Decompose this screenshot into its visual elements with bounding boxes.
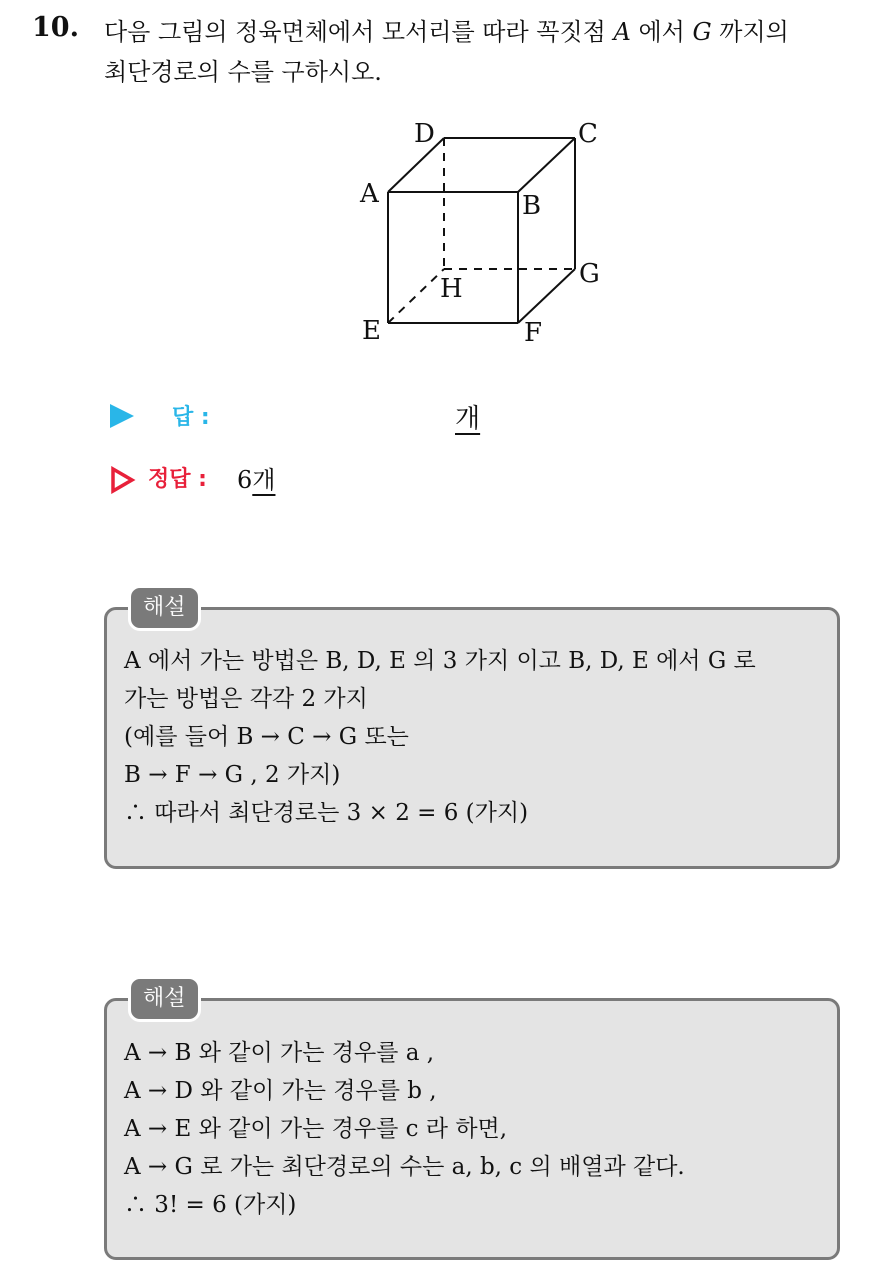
solution2-line: A → G 로 가는 최단경로의 수는 a, b, c 의 배열과 같다. [124,1154,685,1180]
correct-answer-unit: 개 [252,466,276,494]
cube-figure [350,112,620,352]
question-line1-c: 까지의 [719,18,789,46]
question-line2: 최단경로의 수를 구하시오. [104,58,382,86]
vertex-label-g: G [579,259,600,289]
question-var-a: A [613,18,631,46]
solution-tag-1: 해설 [128,585,201,631]
play-triangle-icon [110,404,134,428]
solution1-line: A 에서 가는 방법은 B, D, E 의 3 가지 이고 B, D, E 에서 G 로 [124,648,756,674]
solution2-line: A → E 와 같이 가는 경우를 c 라 하면, [124,1116,508,1142]
question-line1-b: 에서 [638,18,685,46]
solution1-line: 가는 방법은 각각 2 가지 [124,686,368,712]
solution1-line: B → F → G , 2 가지) [124,762,341,788]
hollow-triangle-icon [110,466,136,494]
vertex-label-a: A [360,179,379,209]
correct-answer-value [237,460,275,495]
question-number: 10. [32,12,79,43]
correct-answer-number: 6 [237,466,253,494]
solution-tag-2: 해설 [128,976,201,1022]
vertex-label-f: F [524,318,543,348]
solution2-line: ∴ 3! = 6 (가지) [124,1192,297,1218]
vertex-label-d: D [414,119,435,149]
vertex-label-e: E [362,316,381,346]
answer-unit: 개 [455,404,481,434]
vertex-label-c: C [578,119,598,149]
solution2-line: A → B 와 같이 가는 경우를 a , [124,1040,435,1066]
vertex-label-b: B [522,191,542,221]
solution1-line: (예를 들어 B → C → G 또는 [124,724,409,750]
correct-answer-label: 정답 : [148,467,207,492]
answer-label: 답 : [172,405,210,430]
question-line1-a: 다음 그림의 정육면체에서 모서리를 따라 꼭짓점 [104,18,606,46]
question-var-g: G [692,18,712,46]
solution1-line: ∴ 따라서 최단경로는 3 × 2 = 6 (가지) [124,800,529,826]
vertex-label-h: H [440,274,463,304]
solution-text-2 [124,1034,685,1224]
solution-text-1 [124,642,756,832]
solution2-line: A → D 와 같이 가는 경우를 b , [124,1078,437,1104]
question-text [104,12,864,92]
